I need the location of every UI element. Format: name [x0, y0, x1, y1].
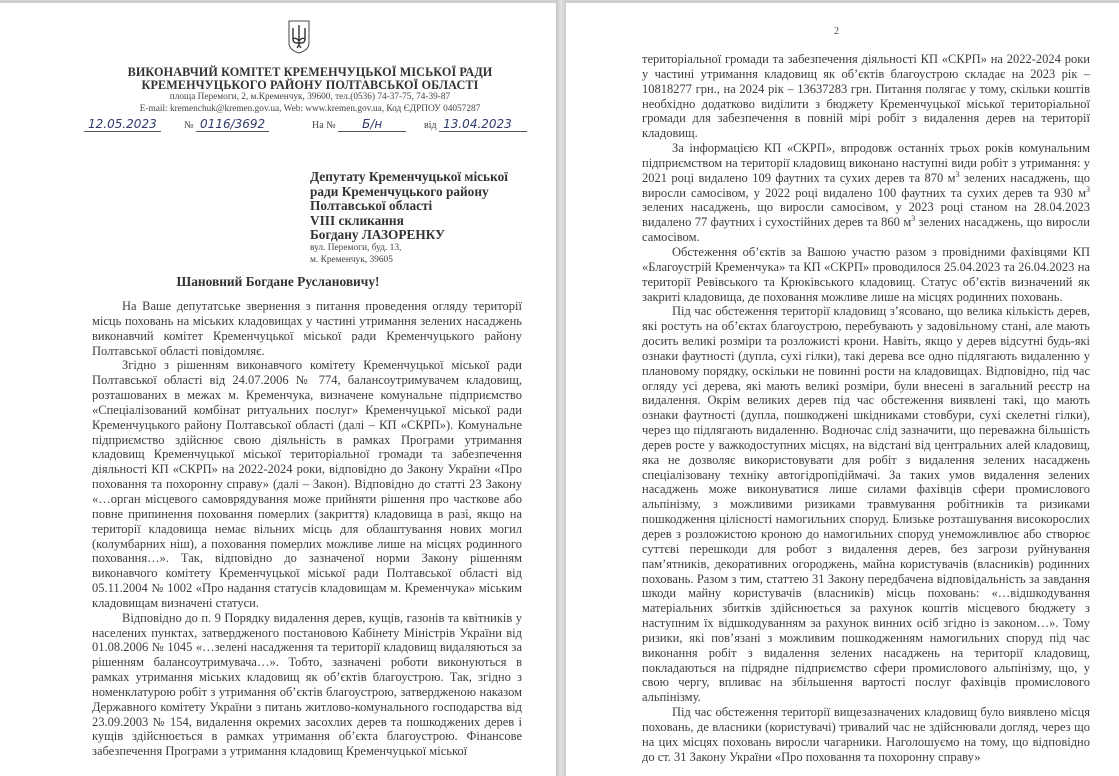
superscript: 3 [955, 169, 960, 179]
paragraph: Під час обстеження території кладовищ з’ясовано, що велика кількість дерев, які ростуть на об’єктах благоустрою, перебувають у задовільному стані, але мають досить великі розміри та розложисті крони. Навіть, якщо у дерев відсутні будь-які ознаки фаутності (дупла, сухі гілки), такі дерева все одно підлягають видаленню у плановому порядку, оскільки не повинні рости на кладовищах. Відповідно, під час огляду усі дерева, які мають великі розміри, були внесені в загальний реєстр на видалення. Окрім великих дерев під час обстеження виявлені такі, що мають ознаки фаутності (дупла, пошкоджені шкідниками стовбури, сухі скелетні гілки), через що підлягають видаленню. Водночас слід зазначити, що переважна більшість дерев росте у важкодоступних місцях, на відстані від центральних алей кладовищ, яка не дозволяє використовувати для робіт з видалення зелених насаджень спеціалізовану техніку автогідропідіймачі. За таких умов видалення зелених насаджень може виконуватися лише силами фахівців сфери промислового альпінізму, з можливими ризиками травмування робітників та ризиками пошкодження цілісності намогильних споруд. Близьке розташування високорослих дерев з розложистою кроною до намогильних споруд унеможливлює або створює суттєві перешкоди для робот з видалення дерев, без загрози руйнування пам’ятників, декоративних огороджень, майна користувачів (власників) родинних поховань. Разом з тим, статтею 31 Закону передбачена відповідальність за завдання шкоди майну користувачів (власників) місць поховань: «…відшкодування матеріальних збитків здійснюється за рахунок коштів місцевого бюджету з наступним їх відшкодуванням за рахунок винних осіб згідно із законом…». Тому ризики, які пов’язані з можливим пошкодженням намогильних споруд під час виконання робіт з видалення зелених насаджень на території кладовищ, покладаються на підрядне підприємство сфери промислового альпінізму, що, у свою чергу, впливає на збільшення вартості послуг фахівців промислового альпінізму. [642, 304, 1090, 705]
addressee-line: Полтавської області [310, 198, 433, 214]
addressee-street: вул. Перемоги, буд. 13, [310, 243, 402, 253]
addressee-block [310, 170, 550, 243]
addressee-name: Богдану ЛАЗОРЕНКУ [310, 227, 445, 243]
issuer-email-web: E-mail: kremenchuk@kremen.gov.ua, Web: www.kremen.gov.ua, Код ЄДРПОУ 04057287 [139, 103, 481, 114]
registration-date-value: 12.05.2023 [84, 117, 161, 132]
superscript: 3 [911, 214, 916, 224]
text-run: зелених насаджень, що виросли самосівом. [642, 215, 1090, 245]
response-date-label: від [424, 120, 437, 131]
salutation: Шановний Богдане Руслановичу! [176, 274, 380, 289]
response-number-label: На № [312, 120, 336, 131]
superscript: 3 [1086, 184, 1090, 194]
addressee-line: VIII скликання [310, 212, 404, 228]
paragraph: На Ваше депутатське звернення з питання проведення огляду території місць поховань на міських кладовищах у частині утримання зелених насаджень виконавчий комітет Кременчуцької міської ради Кременчуцького району Полтавської області повідомляє. [92, 299, 522, 358]
trident-coat-of-arms-icon [287, 19, 311, 55]
paragraph: Відповідно до п. 9 Порядку видалення дерев, кущів, газонів та квітників у населених пунктах, затвердженого постановою Кабінету Міністрів України від 01.08.2006 № 1045 «…зелені насадження та території кладовищ видаляються за рішенням балансоутримувача…». Тобто, зазначені роботи виконуються в рамках утримання міських кладовищ як об’єктів благоустрою. Так, згідно з номенклатурою робіт з утримання об’єктів благоустрою, затвердженою наказом Державного комітету України з питань житлово-комунального господарства від 23.09.2003 № 154, видалення окремих засохлих дерев та пошкоджених дерев і кущів здійснюється в рамках утримання об’єкта благоустрою. Фінансове забезпечення Програми з утримання кладовищ Кременчуцької міської [92, 610, 522, 759]
page-number: 2 [834, 26, 839, 37]
registration-date [84, 117, 161, 132]
paragraph-continuation: територіальної громади та забезпечення діяльності КП «СКРП» на 2022-2024 роки у частині утримання кладовищ як об’єктів благоустрою складає на 2023 рік – 10818277 грн., на 2024 рік – 13637283 грн. Питання полягає у тому, скільки коштів необхідно додатково виділити з бюджету Кременчуцької міської територіальної громади для забезпечення в повній мірі робіт з видалення дерев на території кладовищ. [642, 52, 1090, 141]
org-name-line-2: КРЕМЕНЧУЦЬКОГО РАЙОНУ ПОЛТАВСЬКОЇ ОБЛАСТІ [141, 78, 479, 92]
page-2-body [642, 52, 1090, 765]
response-to-number [312, 117, 406, 132]
registration-number [184, 117, 269, 132]
document-page-1 [0, 3, 556, 776]
registration-number-value: 0116/3692 [196, 117, 269, 132]
response-number-value: Б/н [338, 117, 406, 132]
paragraph-works-summary [642, 141, 1090, 245]
response-date-value: 13.04.2023 [439, 117, 527, 132]
text-run: зелених насаджень, що виросли самосівом, у 2023 році станом на 28.04.2023 видалено 77 фаутних і сухостійних дерев та 860 м [642, 200, 1090, 230]
addressee-address [310, 243, 401, 266]
text-run: зелених насаджень, що виросли самосівом, у 2022 році видалено 100 фаутних та сухих дерев та 930 м [642, 170, 1090, 200]
issuer-contacts [100, 92, 520, 115]
addressee-city: м. Кременчук, 39605 [310, 254, 393, 265]
org-name-line-1: ВИКОНАВЧИЙ КОМІТЕТ КРЕМЕНЧУЦЬКОЇ МІСЬКОЇ РАДИ [127, 65, 493, 79]
registration-number-label: № [184, 120, 194, 131]
paragraph: Обстеження об’єктів за Вашою участю разом з провідними фахівцями КП «Благоустрій Кременчука» та КП «СКРП» проводилося 25.04.2023 та 26.04.2023 на території Ревівського та Крюківського кладовищ. Статус об’єктів визначений як закриті кладовища, де поховання можливе лише на місцях родинних поховань. [642, 244, 1090, 304]
addressee-line: Депутату Кременчуцької міської [310, 169, 508, 184]
issuer-address: площа Перемоги, 2, м.Кременчук, 39600, тел.(0536) 74-37-75, 74-39-87 [169, 92, 451, 102]
page-separator [556, 0, 566, 776]
page-1-body [92, 299, 522, 759]
text-run: За інформацією КП «СКРП», впродовж останніх трьох років комунальним підприємством на території кладовищ виконано наступні види робіт з утримання: у 2021 році видалено 109 фаутних та сухих дерев та 870 м [642, 141, 1090, 185]
addressee-line: ради Кременчуцького району [310, 183, 489, 199]
paragraph: Згідно з рішенням виконавчого комітету Кременчуцької міської ради Полтавської області від 24.07.2006 № 774, балансоутримувачем кладовищ, розташованих в межах м. Кременчука, визначене комунальне підприємство «Спеціалізований комбінат ритуальних послуг» Кременчуцької міської ради Кременчуцького району Полтавської області (далі – КП «СКРП»). Комунальне підприємство здійснює свою діяльність в рамках Програми утримання кладовищ Кременчуцької міської територіальної громади та забезпечення діяльності КП «СКРП» на 2022-2024 роки, відповідно до Закону України «Про поховання та похоронну справу» (далі – Закон). Відповідно до статті 23 Закону «…орган місцевого самоврядування може прийняти рішення про часткове або повне припинення поховання померлих (закриття) кладовища в разі, якщо на території кладовища немає вільних місць для облаштування нових могил (колумбарних ніш), а поховання померлих можливе лише на місцях родинного поховання…». Так, відповідно до зазначеної норми Закону рішенням виконавчого комітету Кременчуцької міської ради Полтавської області від 05.11.2004 № 1002 «Про надання статусів кладовищам м. Кременчука» міським кладовищам визначені статуси. [92, 358, 522, 610]
paragraph: Під час обстеження території вищезазначених кладовищ було виявлено місця поховань, де власники (користувачі) тривалий час не здійснювали догляд, через що на цих місцях поховань виросли чагарники. Наголошуємо на тому, що відповідно до ст. 31 Закону України «Про поховання та похоронну справу» [642, 705, 1090, 764]
issuer-organization [100, 66, 520, 92]
response-to-date [424, 117, 527, 132]
